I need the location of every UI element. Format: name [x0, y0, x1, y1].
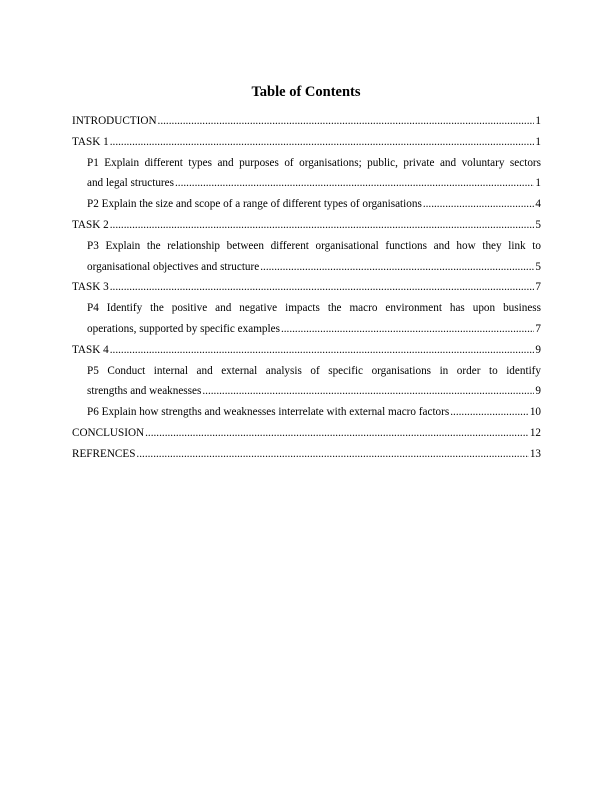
toc-entry-task-1[interactable] — [72, 132, 541, 153]
toc-entry-label: strengths and weaknesses — [87, 385, 202, 398]
toc-entry-label: CONCLUSION — [72, 426, 145, 439]
dot-leader — [136, 444, 528, 465]
dot-leader — [110, 215, 535, 236]
toc-page-number: 1 — [535, 115, 541, 127]
dot-leader — [110, 132, 535, 153]
toc-page-number: 9 — [535, 343, 541, 356]
toc-entry-label: and legal structures — [87, 177, 174, 190]
toc-entry-label-line1: P3 Explain the relationship between different organisational functions and how they link to — [87, 239, 541, 252]
toc-page-number: 5 — [535, 218, 541, 231]
dot-leader — [158, 111, 535, 132]
dot-leader — [450, 402, 529, 423]
toc-entry-p6[interactable] — [72, 402, 541, 423]
toc-entry-label-line1: P4 Identify the positive and negative impacts the macro environment has upon business — [87, 302, 541, 315]
toc-page-number: 13 — [529, 447, 541, 460]
dot-leader — [110, 277, 535, 298]
toc-entry-label: organisational objectives and structure — [87, 260, 260, 273]
toc-title: Table of Contents — [251, 84, 361, 100]
toc-page-number: 12 — [529, 426, 541, 439]
toc-entry-p2[interactable] — [72, 194, 541, 215]
toc-entry-label: TASK 2 — [72, 218, 109, 231]
toc-page-number: 4 — [535, 198, 541, 211]
toc-page-number: 5 — [535, 260, 541, 273]
toc-entry-label: INTRODUCTION — [72, 115, 157, 127]
toc-entry-label: P2 Explain the size and scope of a range of different types of organisations — [87, 198, 422, 211]
toc-entry-label: TASK 3 — [72, 281, 109, 294]
toc-entry-introduction[interactable] — [72, 111, 541, 132]
toc-page-number: 7 — [535, 281, 541, 294]
toc-entry-label-line1: P1 Explain different types and purposes of organisations; public, private and voluntary sectors — [87, 156, 541, 169]
toc-entry-conclusion[interactable] — [72, 423, 541, 444]
toc-entry-label: operations, supported by specific examples — [87, 322, 280, 335]
dot-leader — [175, 173, 534, 194]
dot-leader — [281, 319, 534, 340]
toc-entry-label: REFRENCES — [72, 447, 136, 460]
toc-page-number: 7 — [535, 322, 541, 335]
toc-entry-p3[interactable] — [72, 236, 541, 278]
toc-entry-references[interactable] — [72, 444, 541, 465]
toc-page-number: 9 — [535, 385, 541, 398]
toc-entry-p5[interactable] — [72, 361, 541, 403]
toc-page-number: 1 — [535, 177, 541, 190]
toc-entry-label: P6 Explain how strengths and weaknesses interrelate with external macro factors — [87, 406, 450, 419]
toc-entry-label-line1: P5 Conduct internal and external analysis of specific organisations in order to identify — [87, 364, 541, 377]
toc-entry-label: TASK 4 — [72, 343, 109, 356]
toc-entry-p1[interactable] — [72, 153, 541, 195]
toc-page-number: 10 — [529, 406, 541, 419]
toc-entry-label: TASK 1 — [72, 135, 109, 148]
toc-entry-p4[interactable] — [72, 298, 541, 340]
dot-leader — [260, 257, 534, 278]
dot-leader — [423, 194, 535, 215]
toc-entry-task-3[interactable] — [72, 277, 541, 298]
toc-entry-task-4[interactable] — [72, 340, 541, 361]
dot-leader — [110, 340, 535, 361]
dot-leader — [145, 423, 529, 444]
toc-entry-task-2[interactable] — [72, 215, 541, 236]
dot-leader — [202, 381, 534, 402]
toc-page-number: 1 — [535, 135, 541, 148]
toc-list — [72, 111, 541, 465]
